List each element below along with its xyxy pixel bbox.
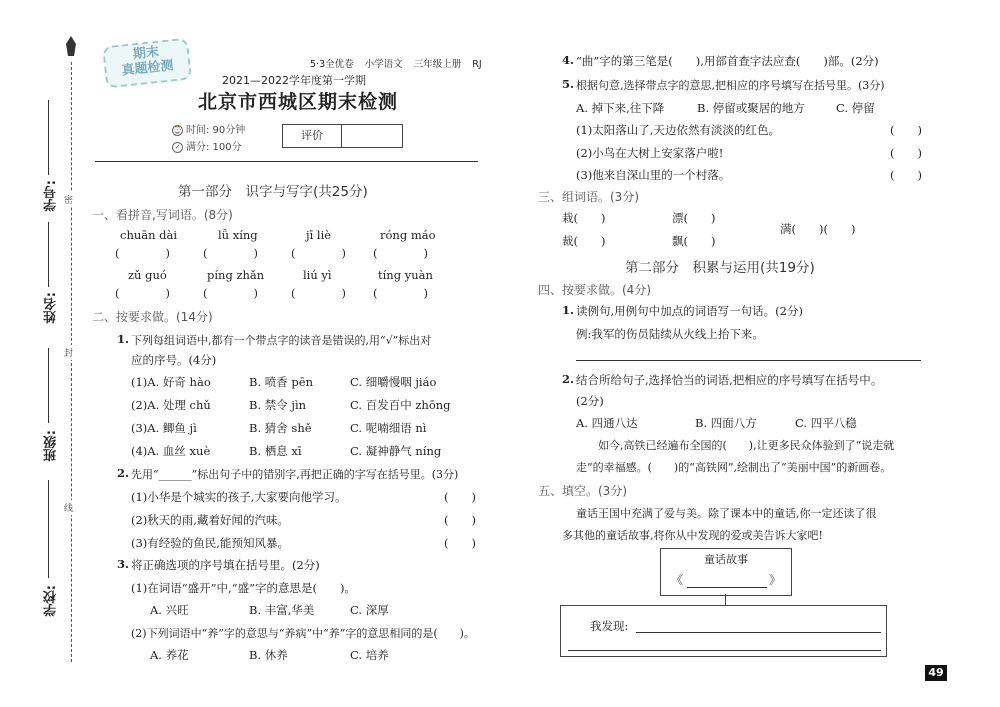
section1-title: 一、看拼音,写词语。(8分) xyxy=(92,208,233,222)
q3-sub1-opt-c: C. 深厚 xyxy=(350,603,389,617)
q3-sub1-opt-a: A. 兴旺 xyxy=(150,603,189,617)
discover-line-1[interactable] xyxy=(636,632,881,633)
r2-option-c: C. 四平八稳 xyxy=(795,416,857,430)
q2-item-3: (3)有经验的鱼民,能预知风暴。 xyxy=(131,536,289,550)
check-icon: ✓ xyxy=(172,142,183,153)
answer-box-8[interactable]: ( ) xyxy=(373,286,428,300)
q5-option-b: B. 停留或聚居的地方 xyxy=(697,101,805,115)
q5-number: 5. xyxy=(562,77,575,91)
exam-score xyxy=(172,138,242,153)
q2-answer-1[interactable]: ( ) xyxy=(444,490,476,504)
q1-text: 下列每组词语中,都有一个带点字的读音是错误的,用“√”标出对 xyxy=(131,334,432,347)
answer-box-5[interactable]: ( ) xyxy=(115,286,170,300)
zuci-4[interactable]: 飘( ) xyxy=(672,234,716,248)
exam-time-text: 时间: 90分钟 xyxy=(186,125,246,136)
seal-char-xian: 线 xyxy=(64,500,73,515)
zuci-2[interactable]: 漂( ) xyxy=(672,211,716,225)
q5-answer-1[interactable]: ( ) xyxy=(890,123,922,137)
q3-text: 将正确选项的序号填在括号里。(2分) xyxy=(131,558,320,572)
story-box xyxy=(660,548,792,596)
zuci-5[interactable]: 满( )( ) xyxy=(780,222,856,236)
r2-number: 2. xyxy=(562,372,575,386)
q5-item-2: (2)小鸟在大树上安家落户啦! xyxy=(576,146,724,160)
answer-box-4[interactable]: ( ) xyxy=(373,246,428,260)
sidebar-line-school xyxy=(48,480,49,578)
q1-option-3b: B. 猜舍 shě xyxy=(249,421,312,435)
q2-item-2: (2)秋天的雨,藏着好闻的汽味。 xyxy=(131,513,289,527)
q2-answer-2[interactable]: ( ) xyxy=(444,513,476,527)
r2-option-b: B. 四面八方 xyxy=(695,416,757,430)
exam-stamp xyxy=(102,38,192,89)
q5-item-1: (1)太阳落山了,天边依然有淡淡的红色。 xyxy=(576,123,780,137)
r1-example: 例:我军的伤员陆续从火线上抬下来。 xyxy=(576,327,764,341)
q1-option-1a: (1)A. 好奇 hào xyxy=(131,375,211,389)
page-number: 49 xyxy=(925,665,947,681)
discover-label: 我发现: xyxy=(590,619,629,633)
q3-sub1-opt-b: B. 丰富,华美 xyxy=(249,603,315,617)
pinyin-1: chuān dài xyxy=(120,228,178,242)
q3-sub2-opt-a: A. 养花 xyxy=(150,648,189,662)
q4-text: “曲”字的第三笔是( ),用部首查字法应查( )部。(2分) xyxy=(576,54,879,68)
r1-text: 读例句,用例句中加点的词语写一句话。(2分) xyxy=(576,304,803,318)
q2-item-1: (1)小华是个城实的孩子,大家要向他学习。 xyxy=(131,490,347,504)
answer-box-3[interactable]: ( ) xyxy=(291,246,346,260)
q1-option-3c: C. 呢喃细语 nì xyxy=(350,421,427,435)
section4-title: 四、按要求做。(4分) xyxy=(538,283,651,297)
q4-number: 4. xyxy=(562,53,575,67)
fill-text-2: 多其他的童话故事,将你从中发现的爱或美告诉大家吧! xyxy=(562,529,823,542)
section2-title: 二、按要求做。(14分) xyxy=(92,310,213,324)
answer-box-2[interactable]: ( ) xyxy=(203,246,258,260)
q2-answer-3[interactable]: ( ) xyxy=(444,536,476,550)
pinyin-2: lǚ xíng xyxy=(218,228,258,242)
q1-option-2b: B. 禁令 jìn xyxy=(249,398,307,412)
series-info xyxy=(310,56,490,70)
q1-text-cont: 应的序号。(4分) xyxy=(131,353,217,367)
section3-title: 三、组词语。(3分) xyxy=(538,190,639,204)
answer-box-7[interactable]: ( ) xyxy=(291,286,346,300)
r1-number: 1. xyxy=(562,303,575,317)
series-grade: 三年级上册 xyxy=(413,59,462,70)
r1-answer-line[interactable] xyxy=(576,360,921,361)
answer-box-6[interactable]: ( ) xyxy=(203,286,258,300)
discover-line-2[interactable] xyxy=(568,650,881,651)
exam-time xyxy=(172,121,245,136)
story-title-line[interactable] xyxy=(687,587,767,588)
sidebar-decor-icon xyxy=(65,36,77,58)
binding-dashed-line xyxy=(71,62,72,662)
series-subject: 小学语文 xyxy=(364,59,403,70)
q1-option-4b: B. 栖息 xī xyxy=(249,444,302,458)
q1-option-4a: (4)A. 血丝 xuè xyxy=(131,444,211,458)
q3-number: 3. xyxy=(117,557,130,571)
seal-char-mi: 密 xyxy=(64,192,73,207)
q5-answer-3[interactable]: ( ) xyxy=(890,168,922,182)
seal-char-feng: 封 xyxy=(64,345,73,360)
series-edition: RJ xyxy=(472,59,482,70)
pinyin-4: róng máo xyxy=(380,228,436,242)
section5-title: 五、填空。(3分) xyxy=(538,484,627,498)
evaluation-box xyxy=(282,124,403,148)
r2-text-cont: (2分) xyxy=(576,394,604,408)
q3-sub2-opt-c: C. 培养 xyxy=(350,648,389,662)
zuci-3[interactable]: 裁( ) xyxy=(562,234,606,248)
sidebar-line-name xyxy=(48,222,49,287)
q1-option-1c: C. 细嚼慢咽 jiáo xyxy=(350,375,437,389)
story-box-title: 童话故事 xyxy=(704,553,748,566)
sidebar-line-class xyxy=(48,348,49,423)
pinyin-5: zǔ guó xyxy=(128,268,167,282)
q3-sub1: (1)在词语“盛开”中,“盛”字的意思是( )。 xyxy=(131,581,356,595)
q1-option-2c: C. 百发百中 zhōng xyxy=(350,398,451,412)
q5-option-c: C. 停留 xyxy=(836,101,875,115)
q2-text: 先用“______”标出句子中的错别字,再把正确的字写在括号里。(3分) xyxy=(131,468,459,481)
q5-answer-2[interactable]: ( ) xyxy=(890,146,922,160)
r2-passage-2: 走”的幸福感。( )的“高铁网”,绘制出了“美丽中国”的新画卷。 xyxy=(576,461,892,474)
r2-passage-1: 如今,高铁已经遍布全国的( ),让更多民众体验到了“说走就 xyxy=(598,439,895,452)
school-year: 2021—2022学年度第一学期 xyxy=(222,74,366,87)
q3-sub2-opt-b: B. 休养 xyxy=(249,648,288,662)
series-brand: 5·3全优卷 xyxy=(310,59,354,70)
q1-option-1b: B. 喷香 pēn xyxy=(249,375,313,389)
q1-option-2a: (2)A. 处理 chǔ xyxy=(131,398,211,412)
pinyin-6: píng zhǎn xyxy=(207,268,265,282)
zuci-1[interactable]: 栽( ) xyxy=(562,211,606,225)
sidebar-label-school: 学校: xyxy=(44,585,59,617)
q2-number: 2. xyxy=(117,466,130,480)
sidebar-line-student-id xyxy=(48,100,49,175)
part2-title: 第二部分 积累与运用(共19分) xyxy=(625,260,815,276)
sidebar-label-student-id: 学号: xyxy=(44,180,59,212)
q5-option-a: A. 掉下来,往下降 xyxy=(576,101,665,115)
answer-box-1[interactable]: ( ) xyxy=(115,246,170,260)
q1-option-4c: C. 凝神静气 níng xyxy=(350,444,442,458)
story-left-quote: 《 xyxy=(671,573,684,587)
fill-text-1: 童话王国中充满了爱与美。除了课本中的童话,你一定还读了很 xyxy=(576,507,877,520)
clock-icon: ⌚ xyxy=(173,125,182,134)
sidebar-label-class: 班级: xyxy=(44,430,59,462)
exam-score-text: 满分: 100分 xyxy=(186,142,242,153)
q5-text: 根据句意,选择带点字的意思,把相应的序号填写在括号里。(3分) xyxy=(576,79,885,92)
r2-text: 结合所给句子,选择恰当的词语,把相应的序号填写在括号中。 xyxy=(576,373,883,387)
q1-number: 1. xyxy=(117,332,130,346)
story-connector xyxy=(725,594,726,605)
part1-title: 第一部分 识字与写字(共25分) xyxy=(178,184,368,200)
story-right-quote: 》 xyxy=(769,573,782,587)
stamp-text: 期末 真题检测 xyxy=(120,44,175,79)
pinyin-3: jī liè xyxy=(306,228,332,242)
q5-item-3: (3)他来自深山里的一个村落。 xyxy=(576,168,731,182)
pinyin-7: liú yì xyxy=(303,268,332,282)
r2-option-a: A. 四通八达 xyxy=(576,416,638,430)
page-title: 北京市西城区期末检测 xyxy=(198,91,399,113)
evaluation-label: 评价 xyxy=(283,125,342,147)
q1-option-3a: (3)A. 鲫鱼 jì xyxy=(131,421,197,435)
sidebar-label-name: 姓名: xyxy=(44,292,59,324)
q3-sub2: (2)下列词语中“养”字的意思与“养病”中“养”字的意思相同的是( )。 xyxy=(131,627,475,640)
pinyin-8: tíng yuàn xyxy=(378,268,433,282)
